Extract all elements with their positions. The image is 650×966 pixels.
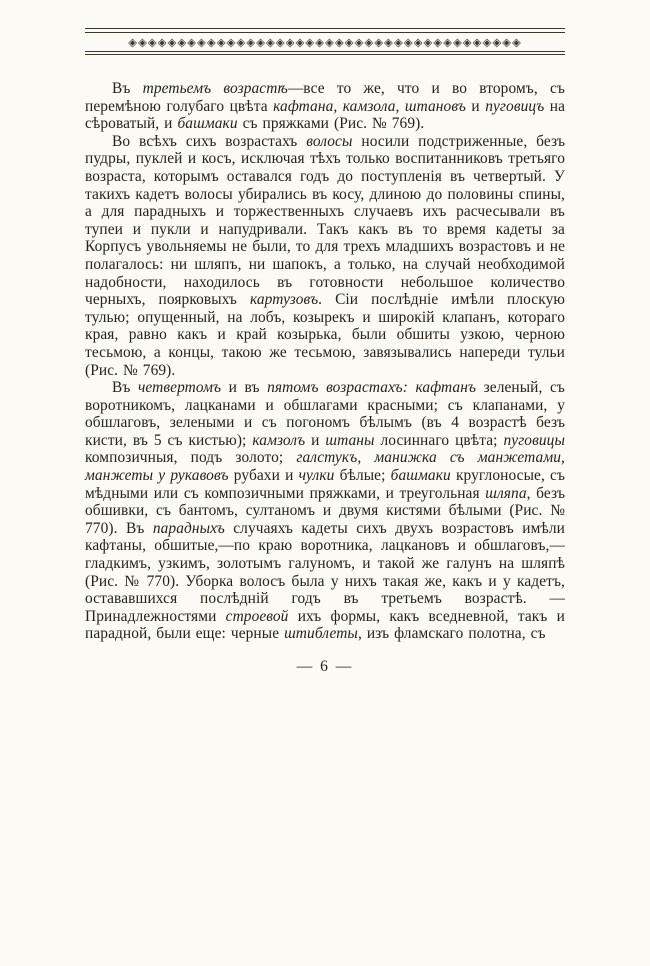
paragraph — [85, 133, 565, 379]
page-content — [85, 0, 565, 676]
text-segment: ихъ формы, какъ вседневной, такъ и парадной, были еще: черные — [85, 607, 565, 643]
text-segment: композичныя, подъ золото; — [85, 449, 297, 467]
text-segment: лосиннаго цвѣта; — [374, 431, 504, 449]
italic-text-segment: парадныхъ — [152, 519, 225, 537]
text-segment: случаяхъ кадеты сихъ двухъ возрастовъ имѣли кафтаны, обшитые,—по краю воротника, лацкановъ и обшлаговъ,—гладкимъ, узкимъ, золотымъ галуномъ, и такой же галунъ на шляпѣ (Рис. № 770). Уборка волосъ была у нихъ такая же, какъ и у кадетъ, остававшихся послѣдній годъ въ третьемъ возрастѣ. — Принадлежностями — [85, 519, 565, 625]
text-segment: , изъ фламскаго полотна, съ — [357, 625, 546, 643]
text-segment: Въ — [112, 379, 138, 397]
text-segment: Въ — [112, 80, 143, 97]
text-segment: . Сіи послѣдніе имѣли плоскую тулью; опущенный, на лобъ, козырекъ и широкій клапанъ, котораго края, равно какъ и край козырька, были обшиты узкою, черною тесьмою, а концы, такою же тесьмою, завязывались напереди тульи (Рис. № 769). — [85, 291, 565, 379]
italic-text-segment: галстукъ, манижка съ манжетами, манжеты у рукавовъ — [85, 449, 565, 485]
text-segment: Во всѣхъ сихъ возрастахъ — [112, 132, 307, 150]
italic-text-segment: башмаки — [390, 467, 451, 485]
ornament-band: ◈◈◈◈◈◈◈◈◈◈◈◈◈◈◈◈◈◈◈◈◈◈◈◈◈◈◈◈◈◈◈◈◈◈◈◈◈◈◈◈ — [128, 34, 522, 49]
ornament-rule-bottom-outer — [85, 54, 565, 55]
text-segment: съ пряжками (Рис. № 769). — [237, 115, 425, 133]
italic-text-segment: пуговицъ — [485, 97, 545, 115]
italic-text-segment: третьемъ возрастѣ — [142, 80, 288, 97]
italic-text-segment: пуговицы — [503, 431, 565, 449]
italic-text-segment: штаны — [325, 431, 375, 449]
text-segment: , безъ обшивки, съ бантомъ, султаномъ и двумя кистями бѣлыми (Рис. № 770). Въ — [85, 484, 566, 537]
text-segment: и — [305, 431, 326, 449]
italic-text-segment: волосы — [306, 132, 353, 150]
italic-text-segment: камзолъ — [252, 431, 306, 449]
text-segment: на сѣроватый, и — [85, 97, 565, 133]
italic-text-segment: шляпа — [485, 484, 527, 502]
italic-text-segment: пятомъ возрастахъ: кафтанъ — [267, 379, 477, 397]
page-number: — 6 — — [296, 658, 354, 675]
text-segment: и въ — [221, 379, 268, 397]
italic-text-segment: строевой — [225, 607, 289, 625]
ornament-rule-top-outer — [85, 28, 565, 29]
ornament-rule-top-inner — [85, 32, 565, 33]
text-block — [85, 80, 565, 643]
italic-text-segment: штиблеты — [284, 625, 358, 643]
italic-text-segment: картузовъ — [249, 291, 319, 309]
paragraph — [85, 379, 565, 643]
paragraph — [85, 80, 565, 133]
header-ornament — [85, 28, 565, 55]
italic-text-segment: кафтана, камзола, штановъ — [273, 97, 466, 115]
text-segment: носили подстриженные, безъ пудры, пуклей и косъ, исключая тѣхъ только воспитанниковъ третьяго возраста, которымъ оставался годъ до поступленія въ четвертый. У такихъ кадетъ волосы убирались въ косу, длиною до половины спины, а для парадныхъ и торжественныхъ случаевъ ихъ расчесывали въ тупеи и пукли и напудривали. Такъ какъ въ то время кадеты за Корпусъ увольняемы не были, то для трехъ младшихъ возрастовъ и не полагалось: ни шляпъ, ни шапокъ, а только, на случай необходимой надобности, находилось въ готовности небольшое количество черныхъ, поярковыхъ — [85, 132, 565, 309]
text-segment: круглоносые, съ мѣдными или съ композичными пряжками, и треугольная — [85, 467, 566, 502]
italic-text-segment: четвертомъ — [137, 379, 222, 397]
italic-text-segment: башмаки — [177, 115, 238, 133]
text-segment: —все то же, что и во второмъ, съ перемѣною голубаго цвѣта — [85, 80, 565, 115]
ornament-rule-bottom-inner — [85, 51, 565, 52]
text-segment: зеленый, съ воротникомъ, лацканами и обшлагами красными; съ клапанами, у обшлаговъ, зелеными и съ погономъ бѣлымъ (въ 4 возрастѣ безъ кисти, въ 5 съ кистью); — [85, 379, 565, 449]
text-segment: рубахи и — [228, 467, 299, 485]
italic-text-segment: чулки — [298, 467, 335, 485]
text-segment: бѣлые; — [334, 467, 391, 485]
text-segment: и — [466, 97, 486, 115]
